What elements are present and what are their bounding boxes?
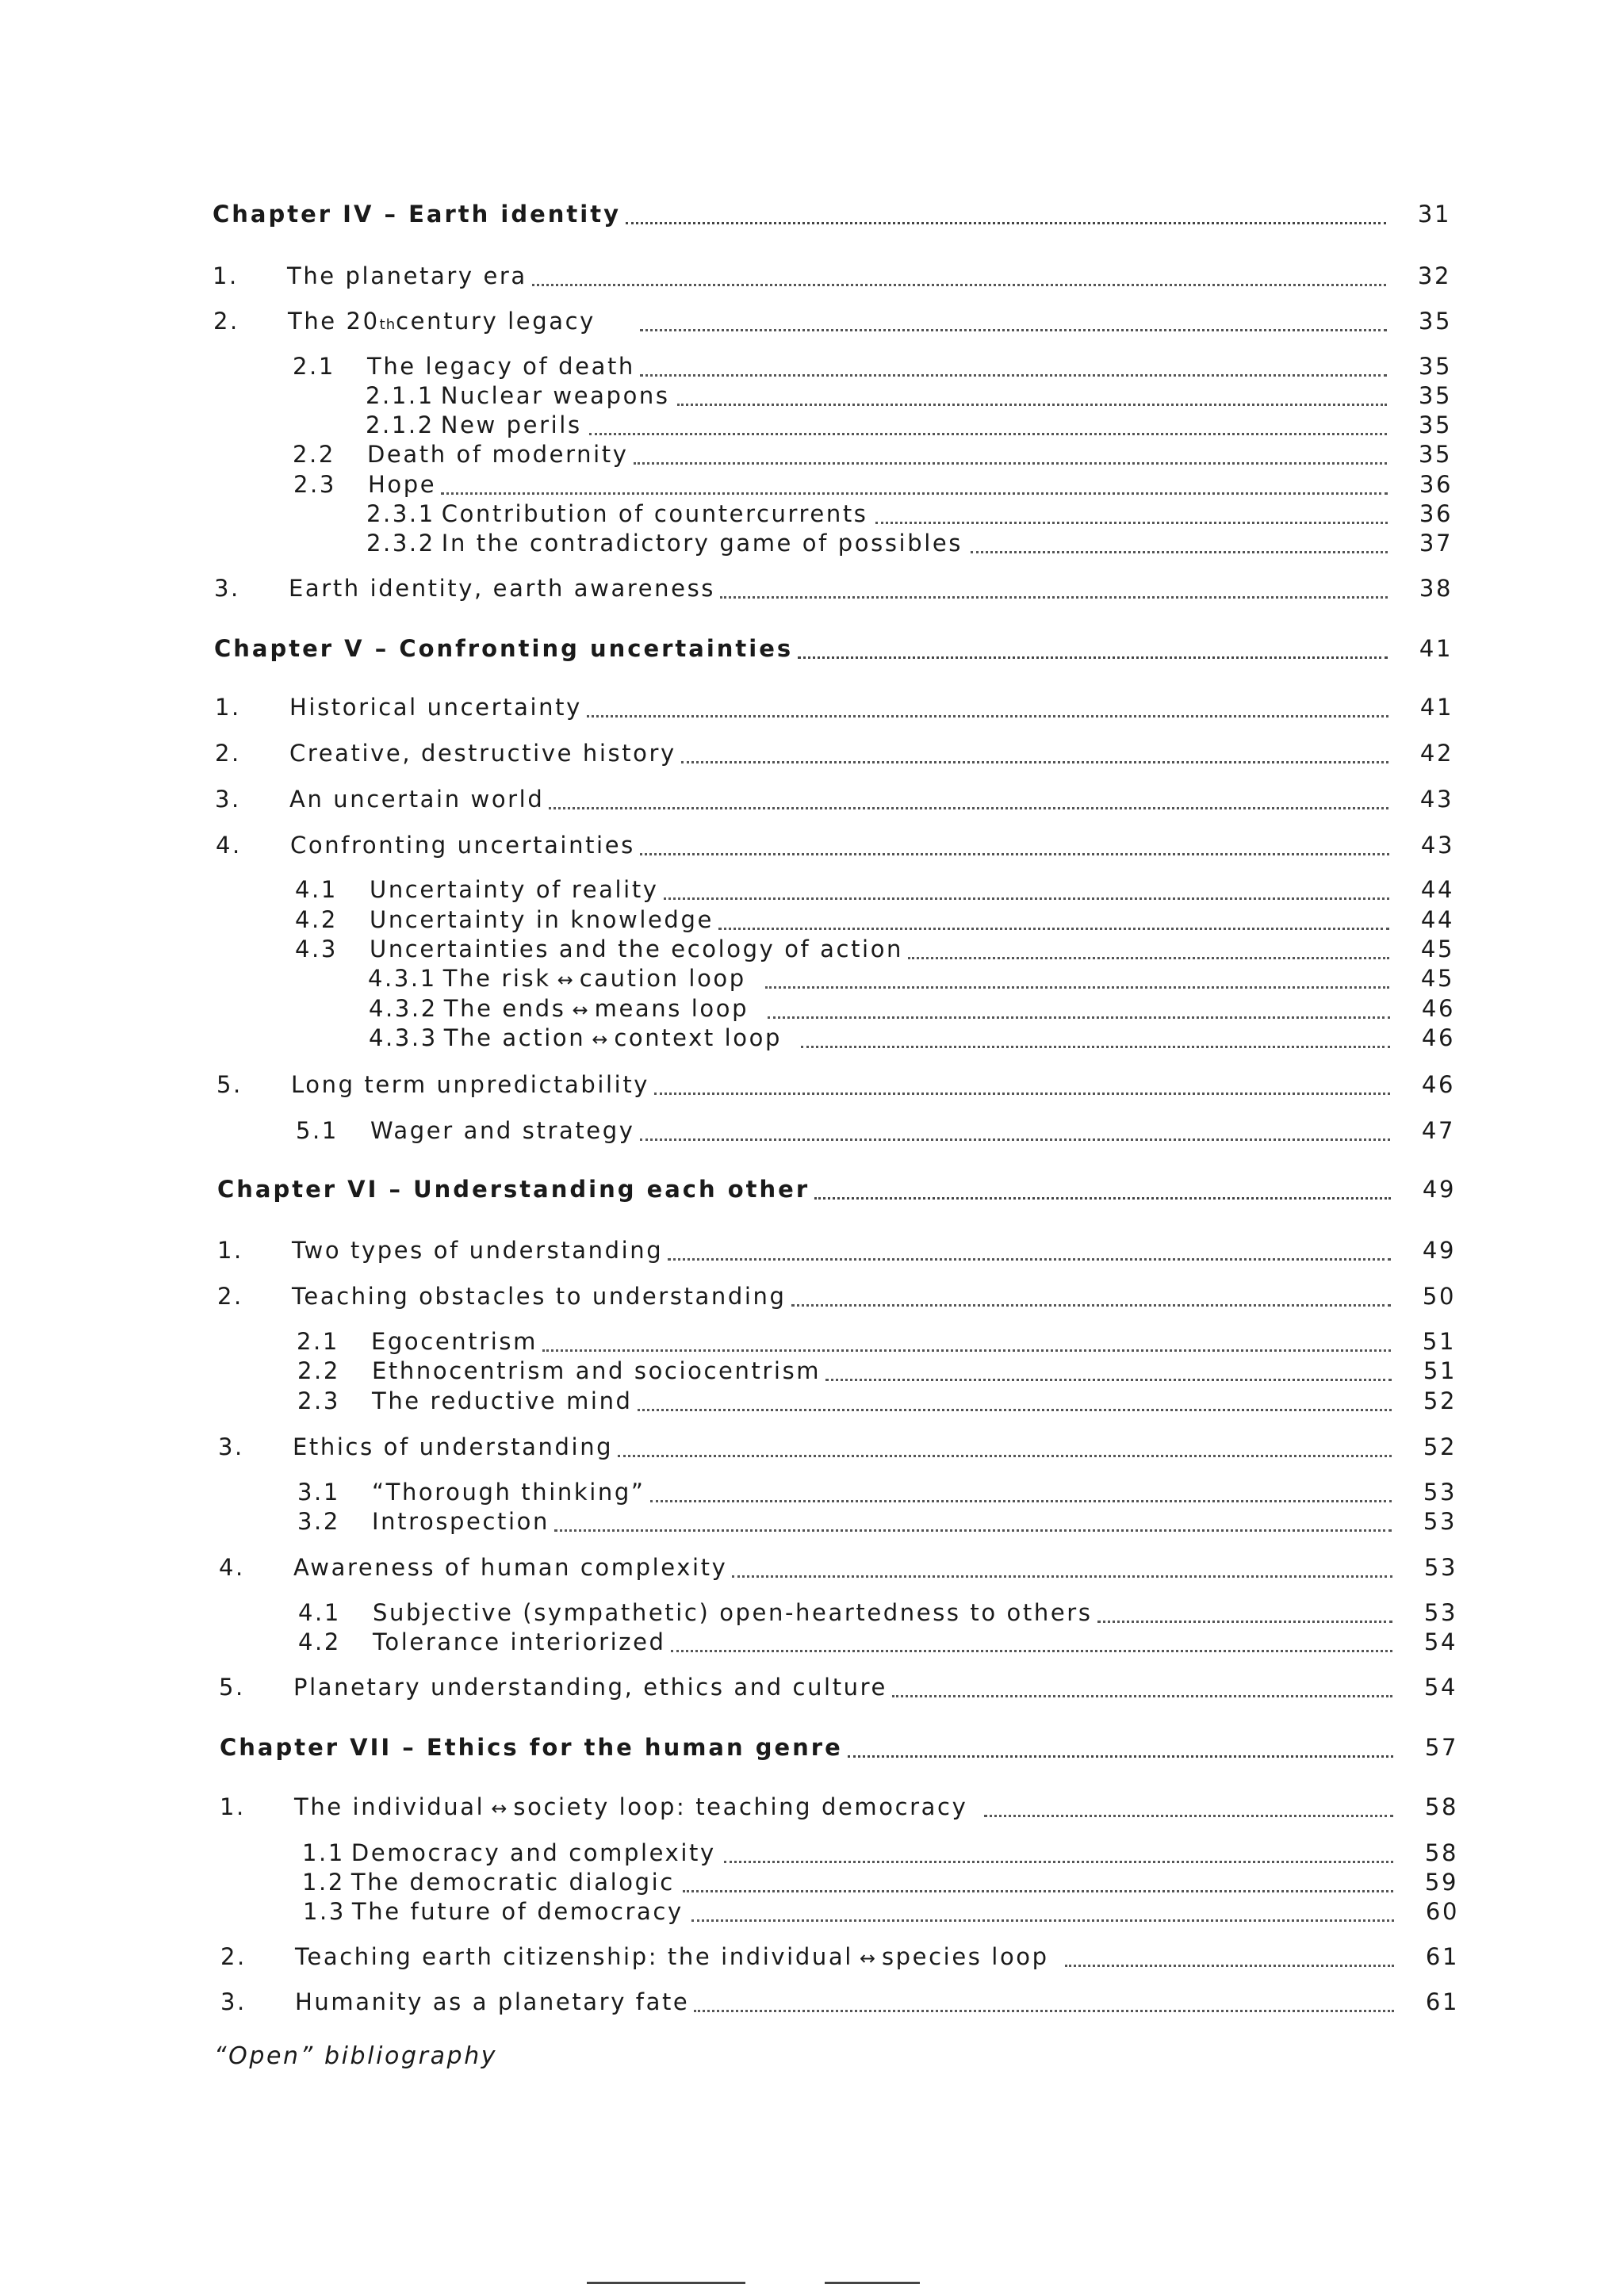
toc-title-text: Chapter VII – Ethics for the human genre <box>220 1734 843 1761</box>
toc-entry-row <box>0 1624 1624 1659</box>
toc-title-part: The risk <box>442 965 551 992</box>
toc-entry-number: 5.1 <box>296 1117 339 1144</box>
dot-leader <box>875 522 1388 524</box>
toc-title-text: Wager and strategy <box>370 1117 635 1144</box>
toc-page-number: 51 <box>1423 1357 1457 1384</box>
toc-page-number: 61 <box>1425 1943 1459 1970</box>
toc-entry-number: 1. <box>213 262 239 289</box>
toc-entry-row <box>0 1113 1624 1148</box>
toc-title-text: Humanity as a planetary fate <box>295 1988 690 2015</box>
toc-entry-row <box>0 1279 1624 1314</box>
dot-leader <box>791 1304 1391 1307</box>
toc-entry-row <box>0 1670 1624 1705</box>
toc-entry-title <box>289 690 582 725</box>
toc-entry-row <box>0 690 1624 725</box>
toc-page-number: 38 <box>1419 575 1453 602</box>
loop-arrow-icon: ↔ <box>859 1947 875 1969</box>
toc-title-text: Awareness of human complexity <box>293 1554 728 1581</box>
toc-entry-number: 3. <box>214 575 240 602</box>
toc-page-number: 41 <box>1419 694 1454 721</box>
toc-entry-row <box>0 828 1624 863</box>
toc-title-text: Tolerance interiorized <box>373 1628 666 1655</box>
toc-title-text: Chapter V – Confronting uncertainties <box>214 635 794 662</box>
toc-title-text: “Thorough thinking” <box>372 1479 645 1506</box>
toc-title-text: The reductive mind <box>372 1387 633 1414</box>
toc-page-number: 32 <box>1417 262 1451 289</box>
toc-entry-number: 1. <box>220 1793 246 1820</box>
toc-entry-number: 2.3.2 <box>366 530 435 557</box>
toc-entry-number: 3.2 <box>297 1508 340 1535</box>
toc-entry-number: 4.2 <box>295 906 338 933</box>
toc-page-number: 60 <box>1425 1898 1459 1925</box>
toc-page-number: 43 <box>1419 786 1454 813</box>
toc-entry-row <box>0 1789 1624 1824</box>
toc-page-number: 51 <box>1422 1328 1456 1355</box>
toc-entry-row <box>0 1550 1624 1585</box>
toc-title-part: species loop <box>881 1943 1049 1970</box>
toc-page-number: 41 <box>1419 635 1453 662</box>
toc-page-number: 54 <box>1423 1628 1457 1655</box>
dot-leader <box>638 1409 1392 1411</box>
toc-title-part: context loop <box>614 1024 782 1051</box>
toc-title-text: Earth identity, earth awareness <box>289 575 716 602</box>
scan-artifact <box>587 2282 745 2284</box>
toc-entry-title <box>289 571 715 606</box>
toc-title-text: Teaching obstacles to understanding <box>292 1283 787 1310</box>
dot-leader <box>892 1695 1392 1697</box>
toc-page-number: 35 <box>1418 441 1452 468</box>
toc-title-text: Ethics of understanding <box>293 1433 614 1460</box>
toc-entry-number: 4.3.3 <box>369 1024 438 1051</box>
toc-entry-title <box>289 736 676 771</box>
dot-leader <box>732 1575 1392 1578</box>
toc-chapter-title <box>220 1730 843 1765</box>
toc-page-number: 35 <box>1418 308 1452 335</box>
toc-page-number: 47 <box>1421 1117 1455 1144</box>
dot-leader <box>691 1919 1394 1922</box>
toc-entry-title <box>293 1550 727 1585</box>
toc-entry-number: 2.2 <box>293 441 335 468</box>
dot-leader <box>640 853 1389 855</box>
toc-title-text: Uncertainty of reality <box>370 876 659 903</box>
toc-page-number: 58 <box>1424 1793 1458 1820</box>
toc-title-text: Death of modernity <box>367 441 629 468</box>
toc-page-number: 49 <box>1422 1176 1456 1203</box>
toc-title-part: society loop: teaching democracy <box>513 1793 968 1820</box>
toc-page-number: 52 <box>1423 1433 1457 1460</box>
toc-entry-title <box>373 1624 666 1659</box>
dot-leader <box>654 1093 1390 1095</box>
dot-leader <box>825 1379 1392 1381</box>
dot-leader <box>634 462 1387 465</box>
toc-title-text: Introspection <box>372 1508 550 1535</box>
open-bibliography-heading: “Open” bibliography <box>214 2042 498 2070</box>
toc-entry-row <box>0 304 1624 339</box>
dot-leader <box>640 1138 1390 1141</box>
toc-page-number: 35 <box>1418 382 1452 409</box>
toc-page-number: 37 <box>1419 530 1453 557</box>
toc-entry-number: 5. <box>216 1071 243 1098</box>
toc-title-part: Teaching earth citizenship: the individual <box>295 1943 853 1970</box>
toc-chapter-row <box>0 197 1624 232</box>
toc-page-number: 53 <box>1423 1479 1457 1506</box>
dot-leader <box>554 1529 1392 1532</box>
dot-leader <box>668 1258 1391 1261</box>
toc-entry-row <box>0 1894 1624 1929</box>
dot-leader <box>626 222 1386 224</box>
toc-page-number: 53 <box>1423 1599 1457 1626</box>
dot-leader <box>798 656 1388 659</box>
toc-title-text: The legacy of death <box>367 353 635 380</box>
toc-title-text: Uncertainties and the ecology of action <box>370 936 904 962</box>
toc-entry-title <box>303 1894 684 1929</box>
toc-entry-title <box>293 1429 613 1464</box>
toc-entry-number: 3. <box>220 1988 247 2015</box>
dot-leader <box>532 284 1386 286</box>
dot-leader <box>768 1016 1390 1019</box>
toc-entry-title <box>295 1984 689 2019</box>
toc-page-number: 45 <box>1420 965 1454 992</box>
toc-page-number: 44 <box>1420 906 1454 933</box>
toc-title-text: Historical uncertainty <box>289 694 582 721</box>
toc-entry-row <box>0 1383 1624 1418</box>
dot-leader <box>683 1890 1393 1892</box>
toc-entry-title: The 20 th century legacy <box>288 304 596 339</box>
dot-leader <box>848 1755 1393 1758</box>
toc-title-text: Democracy and complexity <box>350 1839 716 1866</box>
toc-page-number: 46 <box>1421 1024 1455 1051</box>
toc-entry-row <box>0 1233 1624 1268</box>
toc-title-text: An uncertain world <box>289 786 545 813</box>
toc-entry-row <box>0 258 1624 293</box>
toc-chapter-title <box>214 631 793 666</box>
toc-entry-row <box>0 1939 1624 1974</box>
toc-title-part: The action <box>443 1024 586 1051</box>
toc-title-text: The future of democracy <box>351 1898 684 1925</box>
toc-page-number: 59 <box>1424 1869 1458 1896</box>
toc-entry-number: 2.2 <box>297 1357 340 1384</box>
toc-entry-title <box>289 782 544 817</box>
toc-entry-number: 4.1 <box>298 1599 341 1626</box>
toc-entry-number: 2. <box>215 740 241 767</box>
toc-title-text: The planetary era <box>287 262 527 289</box>
toc-page-number: 53 <box>1423 1508 1457 1535</box>
toc-chapter-row <box>0 1172 1624 1207</box>
dot-leader <box>984 1815 1393 1817</box>
dot-leader <box>681 761 1388 763</box>
toc-page-number: 52 <box>1423 1387 1457 1414</box>
toc-title-part: century legacy <box>396 308 596 335</box>
toc-entry-number: 3. <box>215 786 241 813</box>
toc-title-text: Two types of understanding <box>292 1237 664 1264</box>
dot-leader <box>814 1197 1391 1200</box>
toc-entry-title <box>290 828 635 863</box>
toc-entry-title <box>295 1939 1049 1976</box>
loop-arrow-icon: ↔ <box>572 999 588 1021</box>
dot-leader <box>720 596 1388 599</box>
toc-entry-number: 4.1 <box>295 876 338 903</box>
dot-leader <box>441 492 1388 495</box>
toc-entry-title <box>291 1067 649 1102</box>
toc-title-text: Long term unpredictability <box>291 1071 650 1098</box>
toc-entry-number: 2.3 <box>297 1387 340 1414</box>
toc-entry-number: 2.1 <box>297 1328 339 1355</box>
dot-leader <box>542 1349 1391 1352</box>
toc-page-number: 46 <box>1421 1071 1455 1098</box>
toc-title-part: The ends <box>443 995 566 1022</box>
toc-entry-number: 4.2 <box>298 1628 341 1655</box>
toc-title-text: New perils <box>440 411 582 438</box>
toc-entry-number: 4.3 <box>295 936 338 962</box>
toc-entry-number: 4. <box>216 832 242 859</box>
toc-page-number: 50 <box>1422 1283 1456 1310</box>
dot-leader <box>908 957 1389 959</box>
toc-entry-number: 3. <box>218 1433 244 1460</box>
toc-title-part: The individual <box>294 1793 485 1820</box>
toc-entry-row <box>0 571 1624 606</box>
toc-title-part: means loop <box>594 995 749 1022</box>
loop-arrow-icon: ↔ <box>491 1797 508 1820</box>
toc-entry-row <box>0 1984 1624 2019</box>
dot-leader <box>640 374 1387 377</box>
dot-leader <box>1065 1965 1394 1967</box>
toc-title-text: Ethnocentrism and sociocentrism <box>372 1357 822 1384</box>
toc-title-text: Chapter VI – Understanding each other <box>217 1176 810 1203</box>
loop-arrow-icon: ↔ <box>557 969 573 991</box>
dot-leader <box>664 897 1389 900</box>
dot-leader <box>765 986 1389 989</box>
toc-entry-number: 2.1.2 <box>366 411 435 438</box>
dot-leader <box>650 1500 1392 1502</box>
toc-entry-number: 2.1 <box>293 353 335 380</box>
toc-page-number: 35 <box>1418 411 1452 438</box>
toc-entry-number: 2.3.1 <box>366 500 435 527</box>
toc-chapter-row <box>0 1730 1624 1765</box>
dot-leader <box>694 2010 1394 2012</box>
toc-page-number: 44 <box>1420 876 1454 903</box>
toc-title-text: Uncertainty in knowledge <box>370 906 714 933</box>
toc-title-text: Nuclear weapons <box>440 382 670 409</box>
toc-title-text: The democratic dialogic <box>350 1869 675 1896</box>
toc-page-number: 42 <box>1419 740 1454 767</box>
toc-title-part: caution loop <box>579 965 746 992</box>
toc-entry-number: 4.3.1 <box>368 965 437 992</box>
toc-page-number: 35 <box>1418 353 1452 380</box>
toc-entry-title <box>294 1789 967 1826</box>
toc-title-text: Creative, destructive history <box>289 740 676 767</box>
toc-page-number: 54 <box>1423 1674 1457 1701</box>
toc-entry-number: 1. <box>217 1237 243 1264</box>
toc-title-text: Contribution of countercurrents <box>441 500 868 527</box>
toc-entry-number: 5. <box>219 1674 245 1701</box>
toc-entry-number: 1.3 <box>303 1898 346 1925</box>
toc-page-number: 61 <box>1425 1988 1459 2015</box>
toc-entry-number: 4. <box>219 1554 245 1581</box>
toc-entry-number: 4.3.2 <box>369 995 438 1022</box>
toc-entry-title <box>372 1383 633 1418</box>
scan-artifact <box>825 2282 920 2284</box>
toc-page-number: 43 <box>1420 832 1454 859</box>
toc-page-number: 57 <box>1424 1734 1458 1761</box>
toc-entry-title <box>292 1279 787 1314</box>
toc-title-part: The 20 <box>288 308 380 335</box>
toc-entry-row <box>0 1067 1624 1102</box>
toc-entry-number: 2. <box>217 1283 243 1310</box>
toc-page-number: 53 <box>1423 1554 1457 1581</box>
toc-title-text: Planetary understanding, ethics and culture <box>293 1674 887 1701</box>
toc-page-number: 45 <box>1420 936 1454 962</box>
toc-entry-number: 2. <box>213 308 239 335</box>
toc-entry-title <box>372 1504 550 1539</box>
toc-entry-title <box>287 258 527 293</box>
toc-page-number: 31 <box>1417 201 1451 228</box>
dot-leader <box>589 433 1387 435</box>
loop-arrow-icon: ↔ <box>592 1028 608 1050</box>
toc-page-number: 49 <box>1422 1237 1456 1264</box>
toc-entry-number: 3.1 <box>297 1479 340 1506</box>
toc-entry-number: 2.3 <box>293 471 336 498</box>
toc-title-text: Egocentrism <box>371 1328 538 1355</box>
toc-title-text: Subjective (sympathetic) open-heartedness to others <box>373 1599 1093 1626</box>
toc-entry-row <box>0 782 1624 817</box>
toc-entry-number: 2. <box>220 1943 247 1970</box>
dot-leader <box>801 1046 1390 1048</box>
dot-leader <box>677 404 1387 406</box>
toc-entry-row <box>0 736 1624 771</box>
toc-title-text: In the contradictory game of possibles <box>441 530 963 557</box>
toc-entry-number: 1.1 <box>302 1839 345 1866</box>
toc-entry-row <box>0 526 1624 561</box>
dot-leader <box>671 1650 1392 1652</box>
dot-leader <box>971 551 1388 553</box>
dot-leader <box>618 1455 1392 1457</box>
dot-leader <box>718 928 1389 930</box>
dot-leader <box>724 1861 1393 1863</box>
toc-entry-number: 1. <box>215 694 241 721</box>
toc-title-text: Hope <box>368 471 437 498</box>
toc-entry-title <box>366 526 963 561</box>
toc-page-number: 46 <box>1421 995 1455 1022</box>
toc-entry-row <box>0 1020 1624 1055</box>
toc-chapter-row <box>0 631 1624 666</box>
toc-chapter-title <box>217 1172 810 1207</box>
dot-leader <box>587 715 1388 718</box>
toc-entry-number: 2.1.1 <box>366 382 435 409</box>
toc-entry-number: 1.2 <box>302 1869 345 1896</box>
toc-page-number: 36 <box>1419 471 1453 498</box>
toc-entry-title <box>369 1020 782 1057</box>
toc-entry-title <box>292 1233 663 1268</box>
toc-entry-title <box>370 1113 635 1148</box>
dot-leader <box>640 329 1387 331</box>
toc-title-text: Chapter IV – Earth identity <box>213 201 621 228</box>
toc-chapter-title <box>213 197 621 232</box>
toc-page-number: 36 <box>1419 500 1453 527</box>
toc-entry-title <box>293 1670 887 1705</box>
toc-page-number: 58 <box>1424 1839 1458 1866</box>
dot-leader <box>1097 1621 1392 1623</box>
toc-title-text: Confronting uncertainties <box>290 832 635 859</box>
toc-entry-row <box>0 1504 1624 1539</box>
dot-leader <box>549 807 1388 809</box>
toc-entry-row <box>0 1429 1624 1464</box>
